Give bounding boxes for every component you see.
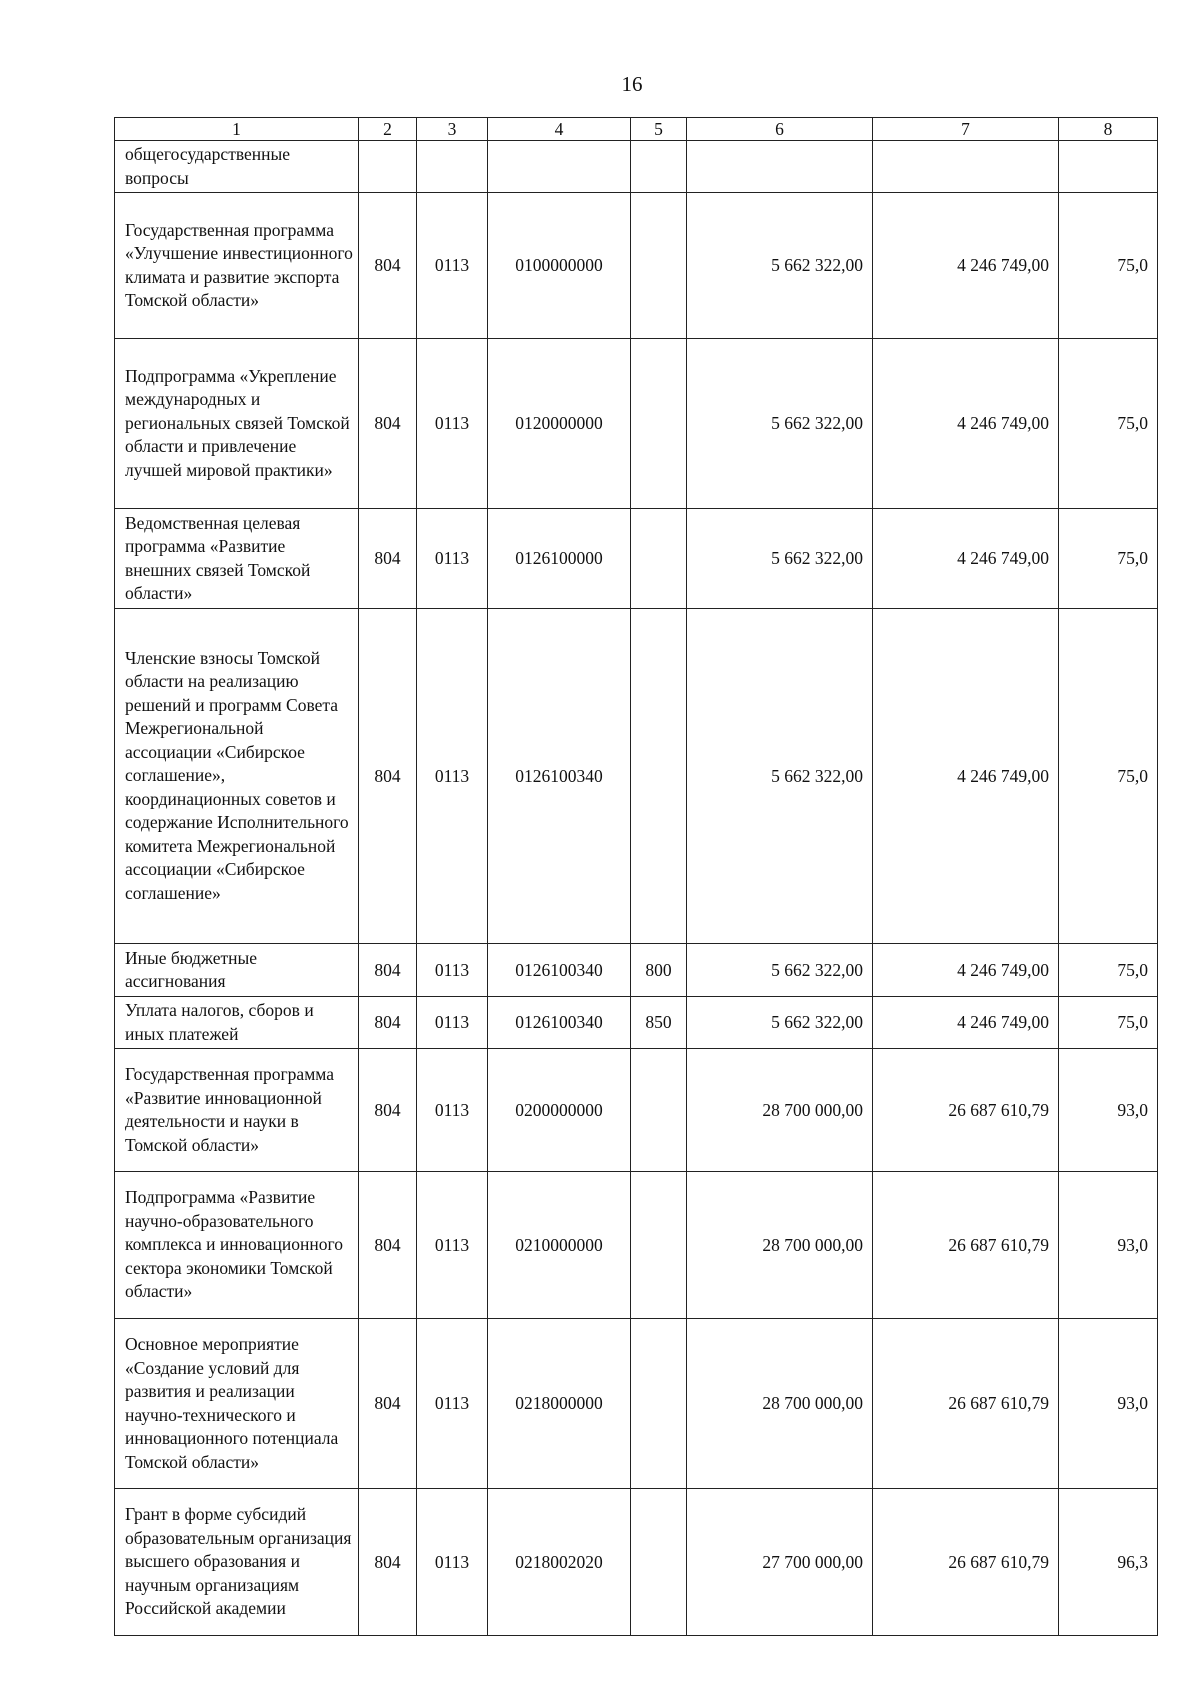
executed-amount [873, 141, 1059, 193]
execution-percent: 75,0 [1059, 509, 1158, 609]
execution-percent: 93,0 [1059, 1049, 1158, 1172]
ministry-code: 804 [359, 509, 417, 609]
expense-type-code [631, 1049, 687, 1172]
planned-amount [687, 141, 873, 193]
planned-amount: 28 700 000,00 [687, 1049, 873, 1172]
planned-amount: 5 662 322,00 [687, 944, 873, 997]
column-header: 5 [631, 118, 687, 141]
planned-amount: 5 662 322,00 [687, 193, 873, 339]
table-row [115, 193, 1158, 339]
section-code: 0113 [417, 944, 488, 997]
item-name: Основное мероприятие «Создание условий для развития и реализации научно-технического и инновационного потенциала Томской области» [115, 1319, 359, 1489]
expense-type-code: 800 [631, 944, 687, 997]
table-row [115, 1489, 1158, 1636]
item-name: Государственная программа «Развитие инновационной деятельности и науки в Томской области» [115, 1049, 359, 1172]
item-name: Подпрограмма «Развитие научно-образовательного комплекса и инновационного сектора экономики Томской области» [115, 1172, 359, 1319]
ministry-code: 804 [359, 1319, 417, 1489]
column-header: 3 [417, 118, 488, 141]
planned-amount: 5 662 322,00 [687, 997, 873, 1049]
target-article-code: 0126100340 [488, 944, 631, 997]
column-header: 6 [687, 118, 873, 141]
expense-type-code [631, 609, 687, 944]
target-article-code: 0218002020 [488, 1489, 631, 1636]
section-code: 0113 [417, 339, 488, 509]
execution-percent: 75,0 [1059, 609, 1158, 944]
section-code [417, 141, 488, 193]
item-name: Грант в форме субсидий образовательным организация высшего образования и научным организациям Российской академии [115, 1489, 359, 1636]
section-code: 0113 [417, 509, 488, 609]
ministry-code: 804 [359, 339, 417, 509]
table-row [115, 1319, 1158, 1489]
target-article-code: 0126100340 [488, 609, 631, 944]
planned-amount: 5 662 322,00 [687, 339, 873, 509]
column-header: 7 [873, 118, 1059, 141]
page-number: 16 [621, 72, 643, 96]
target-article-code: 0126100340 [488, 997, 631, 1049]
table-row [115, 141, 1158, 193]
section-code: 0113 [417, 997, 488, 1049]
target-article-code: 0120000000 [488, 339, 631, 509]
item-name: Членские взносы Томской области на реализацию решений и программ Совета Межрегиональной ассоциации «Сибирское соглашение», координационных советов и содержание Исполнительного комитета Межрегиональной ассоциации «Сибирское соглашение» [115, 609, 359, 944]
item-name: Уплата налогов, сборов и иных платежей [115, 997, 359, 1049]
executed-amount: 4 246 749,00 [873, 339, 1059, 509]
section-code: 0113 [417, 193, 488, 339]
section-code: 0113 [417, 1489, 488, 1636]
table-row [115, 339, 1158, 509]
ministry-code: 804 [359, 997, 417, 1049]
expense-type-code [631, 339, 687, 509]
table-header-row [115, 118, 1158, 141]
budget-table [114, 117, 1158, 1636]
execution-percent: 93,0 [1059, 1319, 1158, 1489]
execution-percent: 75,0 [1059, 997, 1158, 1049]
ministry-code: 804 [359, 944, 417, 997]
table-row [115, 1049, 1158, 1172]
execution-percent: 75,0 [1059, 339, 1158, 509]
execution-percent: 93,0 [1059, 1172, 1158, 1319]
execution-percent: 96,3 [1059, 1489, 1158, 1636]
item-name: общегосударственные вопросы [115, 141, 359, 193]
table-row [115, 997, 1158, 1049]
ministry-code: 804 [359, 1049, 417, 1172]
planned-amount: 5 662 322,00 [687, 609, 873, 944]
executed-amount: 4 246 749,00 [873, 193, 1059, 339]
table-row [115, 609, 1158, 944]
executed-amount: 26 687 610,79 [873, 1489, 1059, 1636]
execution-percent: 75,0 [1059, 944, 1158, 997]
target-article-code: 0200000000 [488, 1049, 631, 1172]
target-article-code [488, 141, 631, 193]
planned-amount: 5 662 322,00 [687, 509, 873, 609]
executed-amount: 4 246 749,00 [873, 609, 1059, 944]
ministry-code [359, 141, 417, 193]
executed-amount: 26 687 610,79 [873, 1049, 1059, 1172]
executed-amount: 26 687 610,79 [873, 1319, 1059, 1489]
ministry-code: 804 [359, 1489, 417, 1636]
expense-type-code [631, 1489, 687, 1636]
column-header: 4 [488, 118, 631, 141]
column-header: 2 [359, 118, 417, 141]
execution-percent [1059, 141, 1158, 193]
section-code: 0113 [417, 1172, 488, 1319]
expense-type-code [631, 193, 687, 339]
planned-amount: 27 700 000,00 [687, 1489, 873, 1636]
ministry-code: 804 [359, 1172, 417, 1319]
table-row [115, 509, 1158, 609]
column-header: 8 [1059, 118, 1158, 141]
item-name: Государственная программа «Улучшение инвестиционного климата и развитие экспорта Томской области» [115, 193, 359, 339]
table-row [115, 944, 1158, 997]
execution-percent: 75,0 [1059, 193, 1158, 339]
executed-amount: 4 246 749,00 [873, 997, 1059, 1049]
ministry-code: 804 [359, 193, 417, 339]
section-code: 0113 [417, 1319, 488, 1489]
column-header: 1 [115, 118, 359, 141]
target-article-code: 0100000000 [488, 193, 631, 339]
planned-amount: 28 700 000,00 [687, 1319, 873, 1489]
table-row [115, 1172, 1158, 1319]
planned-amount: 28 700 000,00 [687, 1172, 873, 1319]
expense-type-code [631, 141, 687, 193]
executed-amount: 4 246 749,00 [873, 944, 1059, 997]
item-name: Иные бюджетные ассигнования [115, 944, 359, 997]
target-article-code: 0126100000 [488, 509, 631, 609]
target-article-code: 0210000000 [488, 1172, 631, 1319]
section-code: 0113 [417, 609, 488, 944]
expense-type-code [631, 1172, 687, 1319]
item-name: Подпрограмма «Укрепление международных и региональных связей Томской области и привлечение лучшей мировой практики» [115, 339, 359, 509]
target-article-code: 0218000000 [488, 1319, 631, 1489]
expense-type-code [631, 1319, 687, 1489]
executed-amount: 4 246 749,00 [873, 509, 1059, 609]
executed-amount: 26 687 610,79 [873, 1172, 1059, 1319]
ministry-code: 804 [359, 609, 417, 944]
expense-type-code [631, 509, 687, 609]
expense-type-code: 850 [631, 997, 687, 1049]
section-code: 0113 [417, 1049, 488, 1172]
item-name: Ведомственная целевая программа «Развитие внешних связей Томской области» [115, 509, 359, 609]
